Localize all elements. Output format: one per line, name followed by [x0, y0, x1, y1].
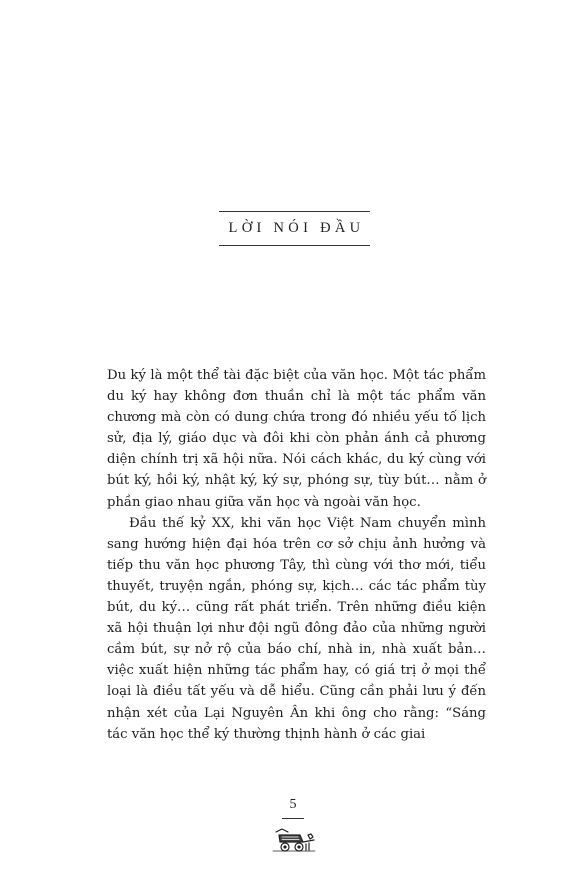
chapter-heading-box [219, 211, 370, 246]
publisher-cart-logo-icon [270, 826, 318, 854]
page-number: 5 [289, 797, 297, 812]
body-text [107, 365, 486, 745]
paragraph-1: Du ký là một thể tài đặc biệt của văn học. Một tác phẩm du ký hay không đơn thuần chỉ là một tác phẩm văn chương mà còn có dung chứa trong đó nhiều yếu tố lịch sử, địa lý, giáo dục và đôi khi còn phản ánh cả phương diện chính trị xã hội nữa. Nói cách khác, du ký cùng với bút ký, hồi ký, nhật ký, ký sự, phóng sự, tùy bút… nằm ở phần giao nhau giữa văn học và ngoài văn học. [107, 368, 486, 510]
paragraph-2: Đầu thế kỷ XX, khi văn học Việt Nam chuyển mình sang hướng hiện đại hóa trên cơ sở chịu ảnh hưởng và tiếp thu văn học phương Tây, thì cùng với thơ mới, tiểu thuyết, truyện ngắn, phóng sự, kịch… các tác phẩm tùy bút, du ký… cũng rất phát triển. Trên những điều kiện xã hội thuận lợi như đội ngũ đông đảo của những người cầm bút, sự nở rộ của báo chí, nhà in, nhà xuất bản… việc xuất hiện những tác phẩm hay, có giá trị ở mọi thể loại là điều tất yếu và dễ hiểu. Cũng cần phải lưu ý đến nhận xét của Lại Nguyên Ân khi ông cho rằng: “Sáng tác văn học thể ký thường thịnh hành ở các giai [107, 515, 486, 742]
chapter-heading: LỜI NÓI ĐẦU [228, 220, 365, 236]
page-number-rule [282, 818, 304, 819]
